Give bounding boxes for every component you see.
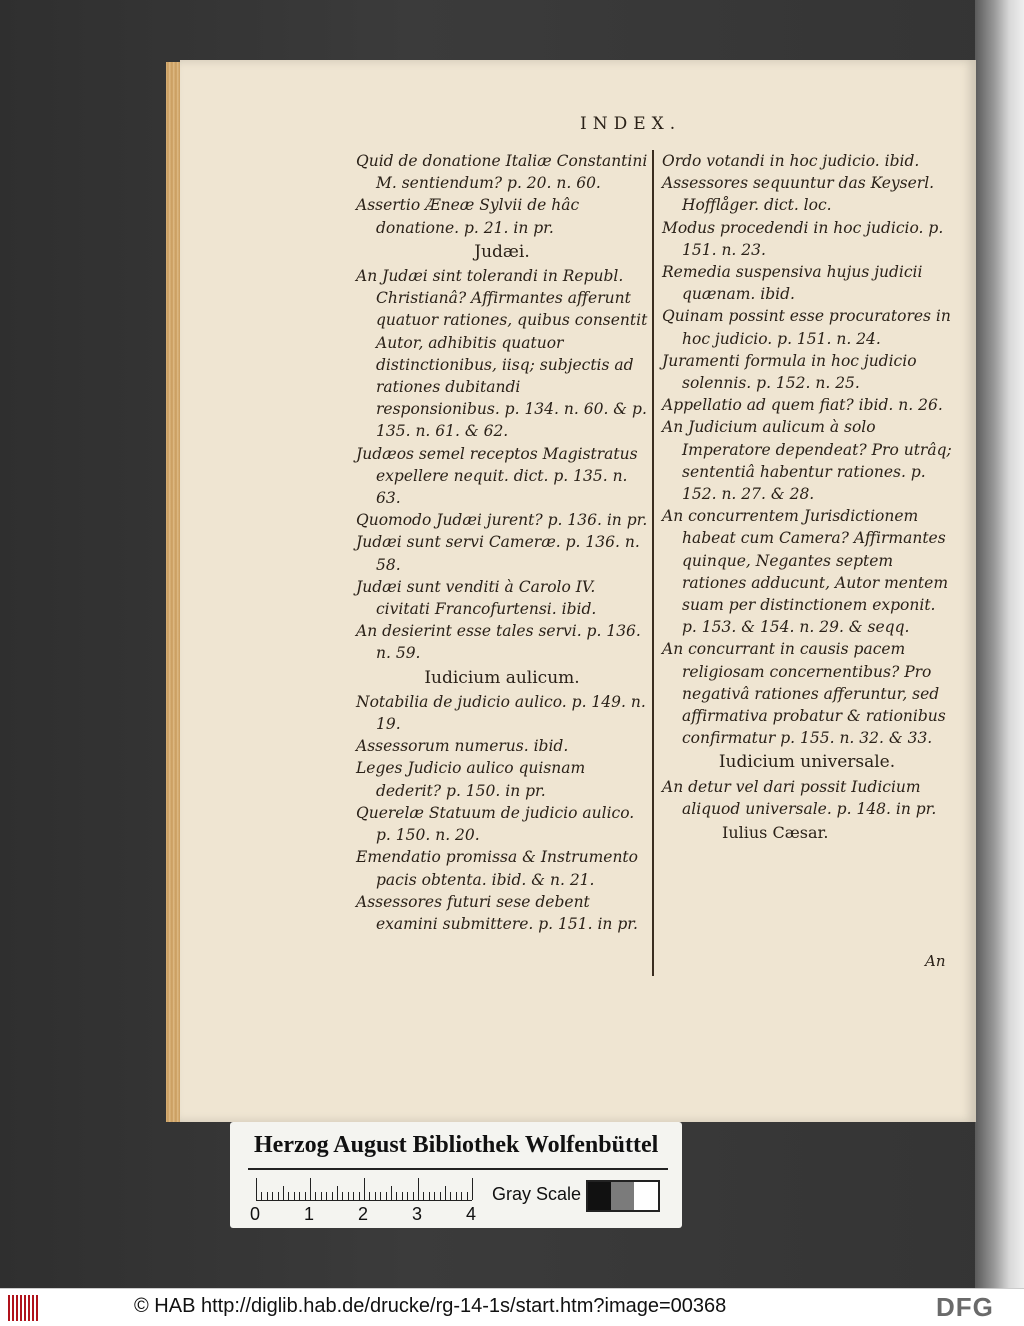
gray-scale-label: Gray Scale — [492, 1184, 582, 1204]
ruler-tick — [440, 1192, 441, 1200]
ruler-tick — [450, 1192, 451, 1200]
index-entry: Judæi sunt venditi à Carolo IV. civitati Francofurtensi. ibid. — [356, 577, 597, 619]
ruler-tick — [434, 1192, 435, 1200]
ruler-tick — [332, 1192, 333, 1200]
index-entry: Assessores futuri sese debent examini submittere. p. 151. in pr. — [356, 892, 638, 933]
ruler-number: 1 — [304, 1204, 315, 1224]
index-entry: Emendatio promissa & Instrumento pacis obtenta. ibid. & n. 21. — [356, 848, 638, 889]
ruler-tick — [256, 1178, 257, 1200]
index-entry: An Judæi sint tolerandi in Republ. Christianâ? Affirmantes afferunt quatuor rationes, quibus consentit Autor, adhibitis quatuor distinctionibus, iisq; subjectis ad rationes dubitandi responsionibus. p. 134. n. 60. & p. 135. n. 61. & 62. — [356, 267, 648, 441]
index-entry: Assessorum numerus. ibid. — [356, 737, 569, 756]
index-entry: Remedia suspensiva hujus judicii quænam. ibid. — [662, 263, 923, 304]
ruler-tick — [283, 1186, 284, 1200]
card-title: Herzog August Bibliothek Wolfenbüttel — [254, 1132, 659, 1158]
ruler-tick — [353, 1192, 354, 1200]
hab-logo-icon — [8, 1295, 38, 1321]
ruler-tick — [407, 1192, 408, 1200]
ruler-tick — [261, 1192, 262, 1200]
dfg-logo: DFG — [936, 1292, 994, 1322]
ruler-tick — [294, 1192, 295, 1200]
catchword: An — [925, 952, 946, 970]
index-entry: Querelæ Statuum de judicio aulico. p. 150. n. 20. — [356, 803, 635, 845]
ruler-tick — [321, 1192, 322, 1200]
index-entry: An Judicium aulicum à solo Imperatore dependeat? Pro utrâq; sententiâ habentur rationes. p. 152. n. 27. & 28. — [662, 418, 952, 504]
index-heading: Iudicium aulicum. — [424, 667, 580, 688]
ruler-tick — [456, 1192, 457, 1200]
index-entry: An detur vel dari possit Iudicium aliquod universale. p. 148. in pr. — [662, 777, 937, 818]
ruler-tick — [423, 1192, 424, 1200]
index-entry: Ordo votandi in hoc judicio. ibid. — [662, 152, 920, 170]
card-divider — [248, 1168, 668, 1170]
index-entry: Assessores sequuntur das Keyserl. Hofflåger. dict. loc. — [662, 174, 935, 215]
copyright-link[interactable]: © HAB http://diglib.hab.de/drucke/rg-14-1s/start.htm?image=00368 — [134, 1295, 727, 1317]
index-heading: Iulius Cæsar. — [722, 823, 829, 843]
index-column-right — [662, 150, 952, 846]
ruler-number: 0 — [250, 1204, 261, 1224]
ruler-tick — [391, 1186, 392, 1200]
ruler-tick — [288, 1192, 289, 1200]
ruler-number: 4 — [466, 1204, 477, 1224]
index-entry: Notabilia de judicio aulico. p. 149. n. 19. — [356, 692, 646, 734]
ruler-number: 3 — [412, 1204, 423, 1224]
ruler-tick — [348, 1192, 349, 1200]
index-heading: Iudicium universale. — [718, 752, 896, 773]
ruler-tick — [386, 1192, 387, 1200]
index-entry: Judæi sunt servi Cameræ. p. 136. n. 58. — [356, 533, 640, 574]
color-calibration-card — [230, 1122, 682, 1228]
ruler-tick — [472, 1178, 473, 1200]
ruler-tick — [267, 1192, 268, 1200]
index-entry: Quinam possint esse procuratores in hoc judicio. p. 151. n. 24. — [662, 307, 951, 348]
ruler-number: 2 — [358, 1204, 369, 1224]
ruler-tick — [305, 1192, 306, 1200]
index-entry: Leges Judicio aulico quisnam dederit? p. 150. in pr. — [356, 759, 586, 800]
index-column-left — [356, 150, 648, 935]
ruler-tick — [375, 1192, 376, 1200]
index-entry: Assertio Æneæ Sylvii de hâc donatione. p. 21. in pr. — [356, 196, 580, 237]
index-entry: Appellatio ad quem fiat? ibid. n. 26. — [662, 396, 943, 415]
ruler-tick — [326, 1192, 327, 1200]
ruler-tick — [278, 1192, 279, 1200]
ruler-tick — [272, 1192, 273, 1200]
ruler-tick — [310, 1178, 311, 1200]
ruler-tick — [418, 1178, 419, 1200]
ruler-tick — [364, 1178, 365, 1200]
ruler-tick — [413, 1192, 414, 1200]
ruler-tick — [429, 1192, 430, 1200]
scan-edge-strip — [975, 0, 1024, 1288]
index-entry: An concurrant in causis pacem religiosam concernentibus? Pro negativâ rationes afferuntur, sed affirmativa probatur & rationibus confirmatur p. 155. n. 32. & 33. — [662, 640, 946, 748]
ruler-tick — [359, 1192, 360, 1200]
ruler-tick — [342, 1192, 343, 1200]
index-entry: Quid de donatione Italiæ Constantini M. sentiendum? p. 20. n. 60. — [356, 152, 648, 193]
viewer-footer — [0, 1288, 1024, 1326]
ruler-tick — [402, 1192, 403, 1200]
running-head: INDEX. — [580, 114, 682, 134]
index-heading: Judæi. — [474, 241, 530, 262]
gray-scale-swatch — [586, 1180, 660, 1212]
ruler-tick — [380, 1192, 381, 1200]
ruler-tick — [461, 1192, 462, 1200]
ruler-tick — [315, 1192, 316, 1200]
ruler-scale — [256, 1178, 472, 1201]
index-entry: Modus procedendi in hoc judicio. p. 151. n. 23. — [662, 218, 944, 259]
index-entry: Quomodo Judæi jurent? p. 136. in pr. — [356, 511, 648, 530]
index-entry: An desierint esse tales servi. p. 136. n. 59. — [356, 622, 641, 663]
ruler-tick — [337, 1186, 338, 1200]
ruler-tick — [467, 1192, 468, 1200]
ruler-tick — [369, 1192, 370, 1200]
ruler-tick — [299, 1192, 300, 1200]
index-entry: Judæos semel receptos Magistratus expellere nequit. dict. p. 135. n. 63. — [356, 444, 638, 508]
index-entry: Juramenti formula in hoc judicio solennis. p. 152. n. 25. — [662, 351, 917, 393]
column-rule — [652, 150, 654, 976]
index-entry: An concurrentem Jurisdictionem habeat cum Camera? Affirmantes quinque, Negantes septem rationes adducunt, Autor mentem suam per distinctionem exponit. p. 153. & 154. n. 29. & seqq. — [662, 507, 949, 637]
ruler-tick — [445, 1186, 446, 1200]
ruler-tick — [396, 1192, 397, 1200]
